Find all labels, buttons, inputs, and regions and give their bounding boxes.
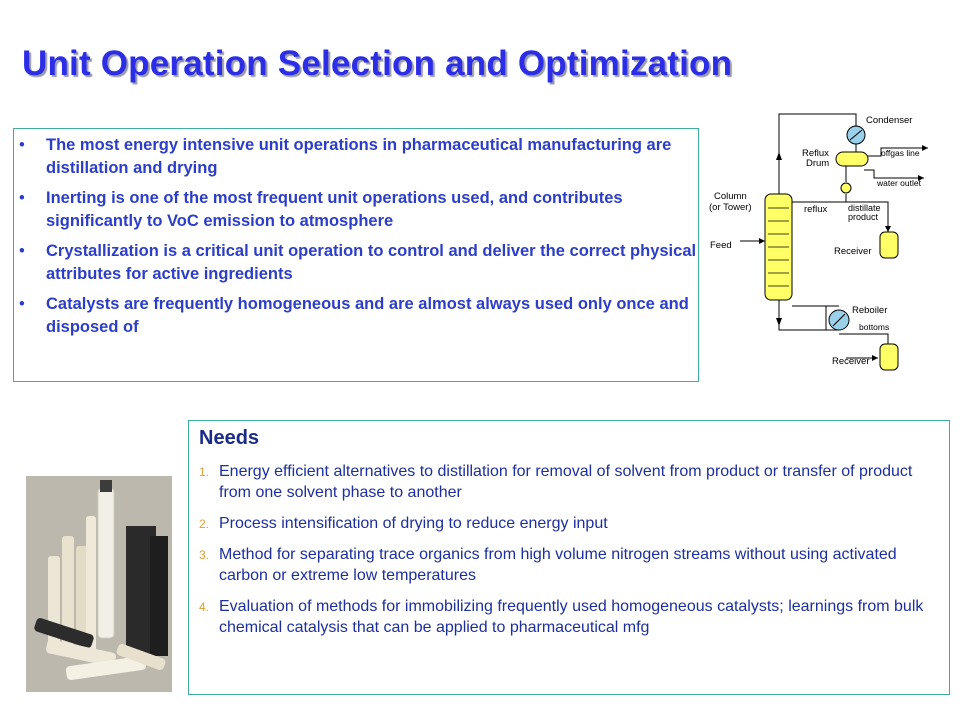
bullet-text: The most energy intensive unit operations in pharmaceutical manufacturing are distillation and drying [46,136,672,177]
needs-number: 3. [199,548,210,562]
needs-item [199,513,944,534]
needs-number: 2. [199,517,210,531]
needs-item [199,461,944,503]
needs-text: Process intensification of drying to reduce energy input [219,515,608,532]
needs-text: Evaluation of methods for immobilizing frequently used homogeneous catalysts; learnings from bulk chemical catalysis that can be applied to pharmaceutical mfg [219,598,924,636]
bullet-dot: • [19,189,25,207]
needs-item [199,544,944,586]
key-points-list [14,134,698,339]
needs-text: Method for separating trace organics from high volume nitrogen streams without using activated carbon or extreme low temperatures [219,546,897,584]
label-distillate: distillate [848,203,881,213]
bullet-item [14,187,698,233]
label-column: Column [714,191,747,202]
bullet-item [14,293,698,339]
label-reflux-drum: Reflux [802,148,829,159]
label-receiver-top: Receiver [834,246,872,257]
label-distillate-2: product [848,212,879,222]
bullet-dot: • [19,136,25,154]
needs-list [199,461,944,648]
label-offgas: offgas line [881,148,920,158]
needs-box [188,420,950,695]
needs-number: 1. [199,465,210,479]
slide-title: Unit Operation Selection and Optimization [22,44,733,83]
filter-cartridges-photo [26,476,172,692]
label-feed: Feed [710,240,732,251]
needs-number: 4. [199,600,210,614]
distillation-column-diagram [706,104,956,376]
bullet-text: Catalysts are frequently homogeneous and are almost always used only once and disposed of [46,295,689,336]
key-points-box [13,128,699,382]
label-column-2: (or Tower) [709,202,752,213]
bullet-dot: • [19,242,25,260]
needs-text: Energy efficient alternatives to distillation for removal of solvent from product or transfer of product from one solvent phase to another [219,463,913,501]
bullet-dot: • [19,295,25,313]
label-receiver-bottom: Receiver [832,356,870,367]
label-condenser: Condenser [866,115,913,126]
bullet-text: Inerting is one of the most frequent unit operations used, and contributes significantly to VoC emission to atmosphere [46,189,623,230]
label-reflux-drum-2: Drum [806,158,830,169]
label-water-outlet: water outlet [877,178,921,188]
needs-item [199,596,944,638]
needs-heading: Needs [199,427,260,449]
bullet-item [14,240,698,286]
label-bottoms: bottoms [859,322,890,332]
bullet-text: Crystallization is a critical unit operation to control and deliver the correct physical attributes for active ingredients [46,242,697,283]
label-reflux: reflux [804,204,828,215]
label-reboiler: Reboiler [852,305,888,316]
bullet-item [14,134,698,180]
